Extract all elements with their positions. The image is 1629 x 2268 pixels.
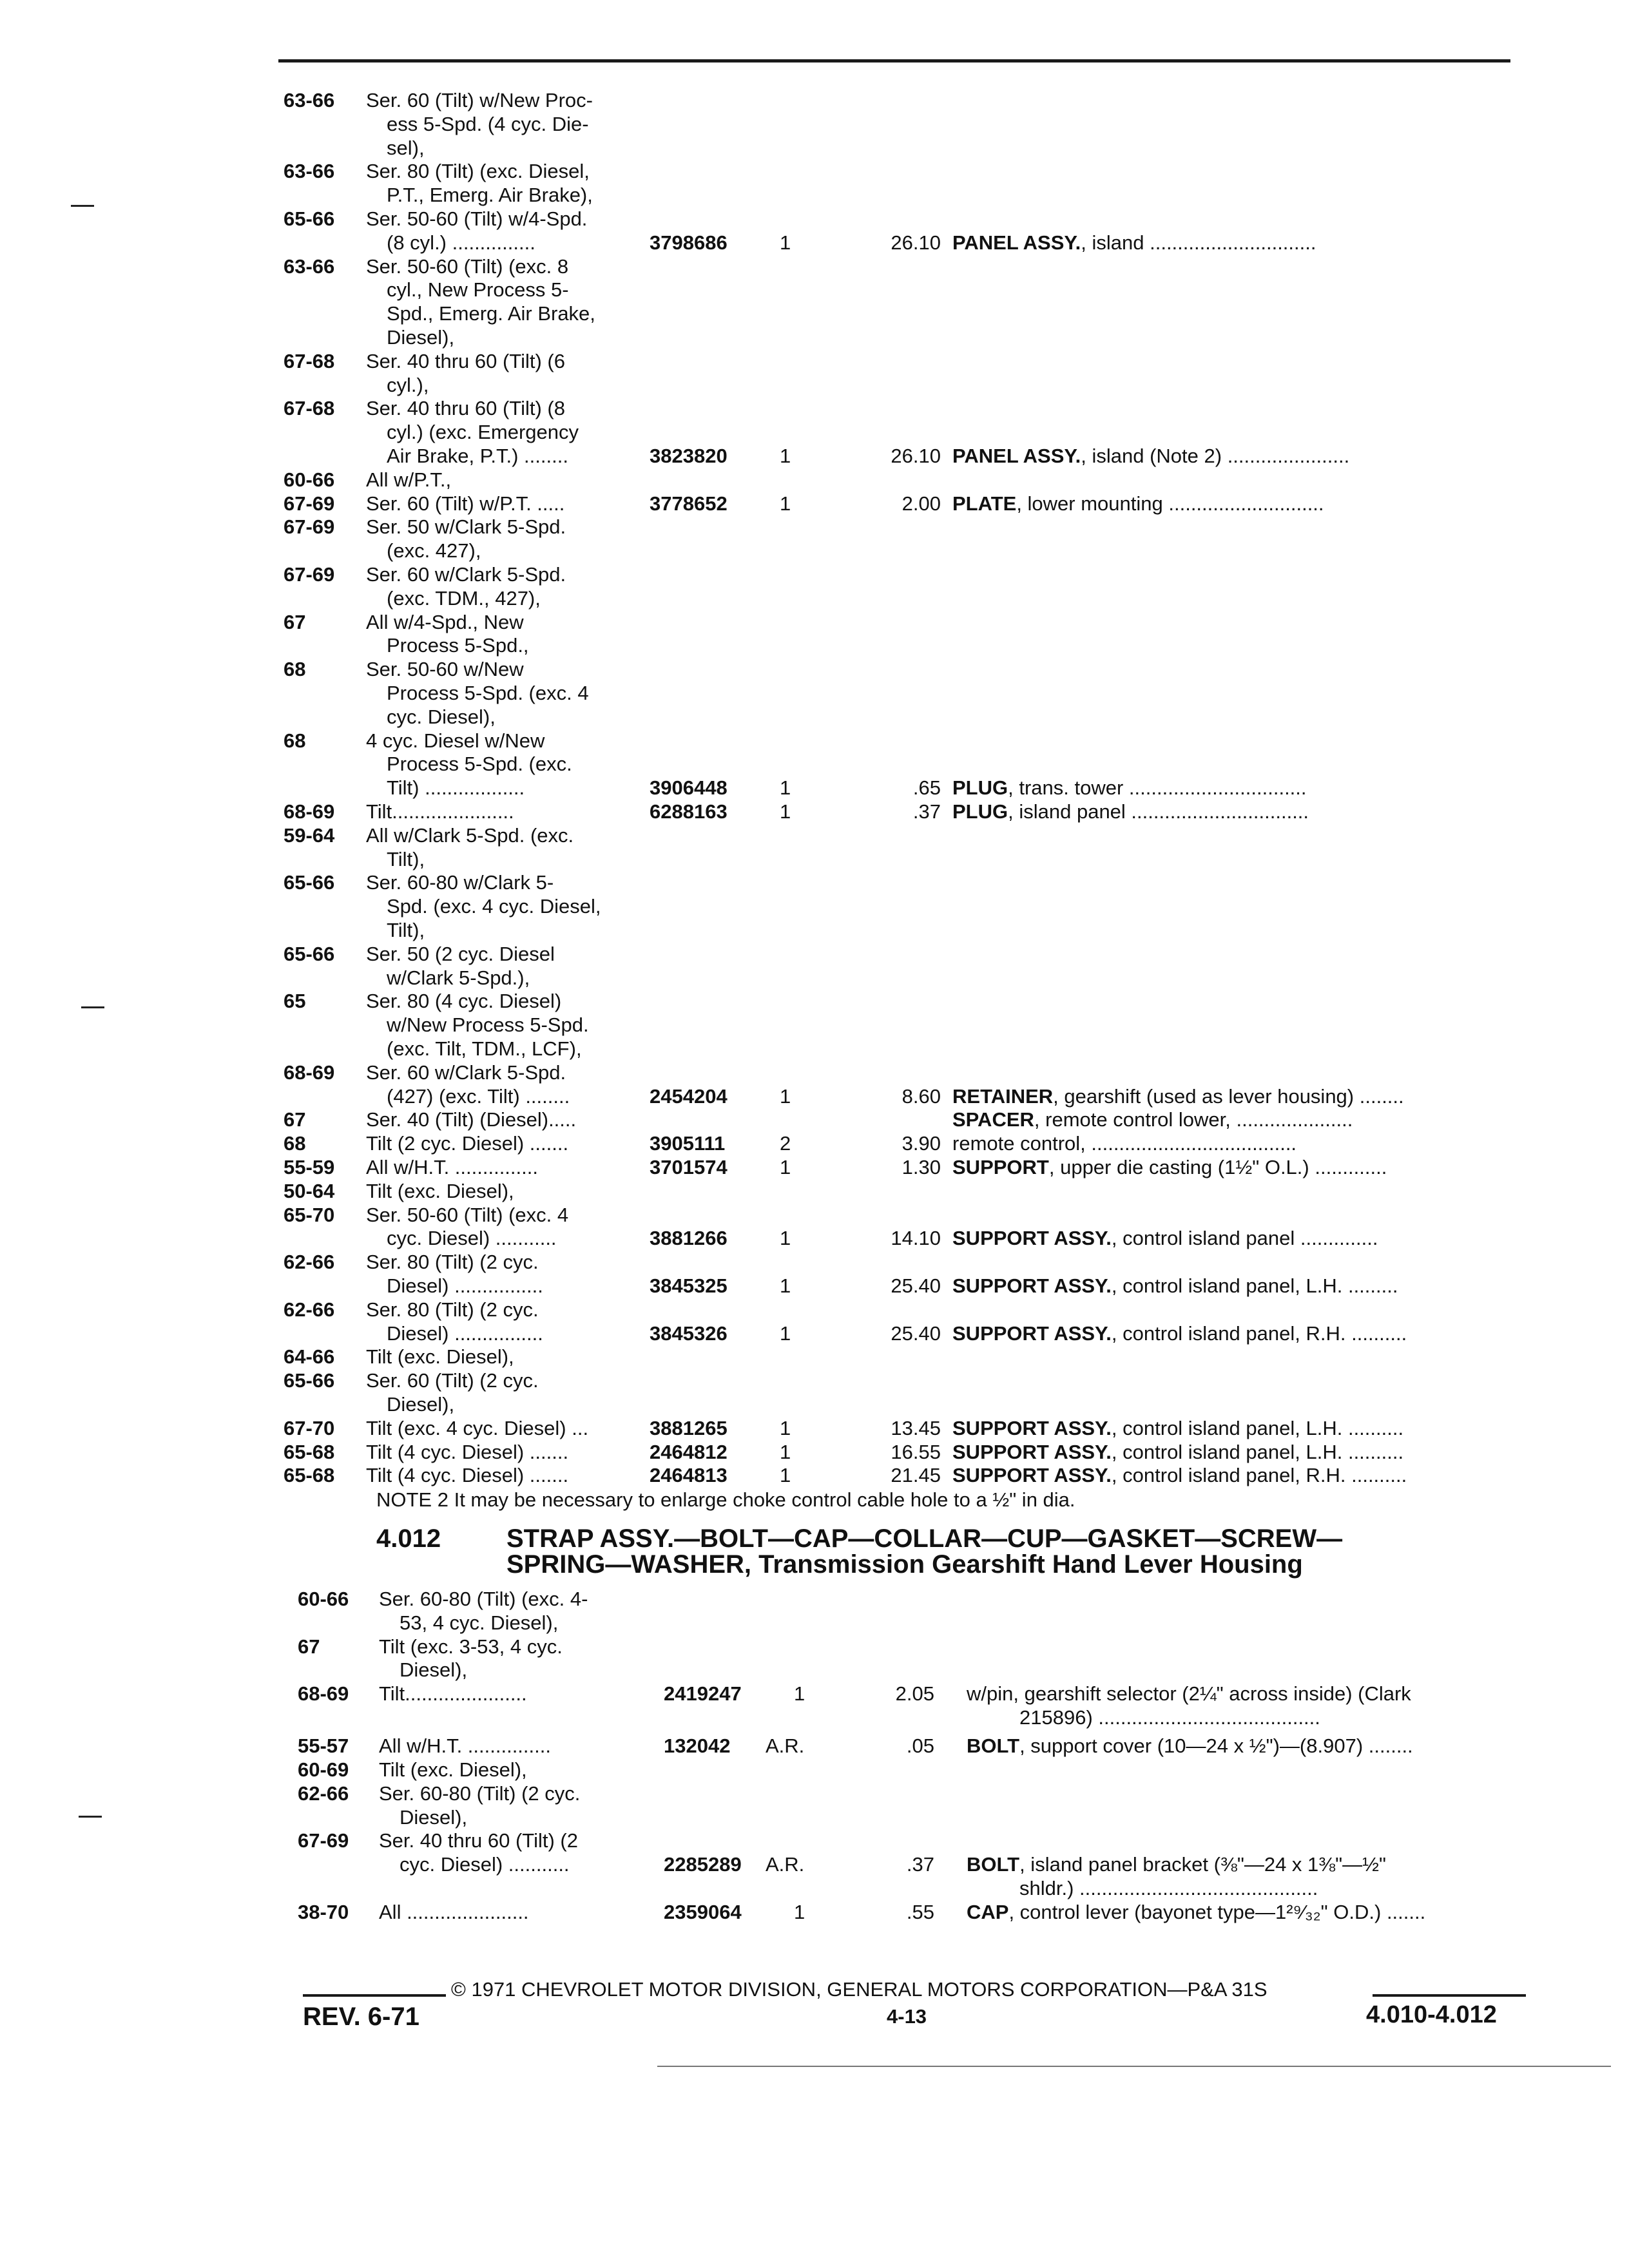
- quantity: 1: [780, 1274, 791, 1297]
- part-detail: , island (Note 2) ......................: [1081, 445, 1350, 467]
- application: Tilt......................: [379, 1682, 527, 1706]
- model-years: 64-66: [284, 1345, 335, 1369]
- application: Air Brake, P.T.) ........: [387, 445, 568, 467]
- application: Diesel) ................: [387, 1321, 543, 1345]
- quantity: 1: [780, 1440, 791, 1463]
- part-number: 3823820: [650, 445, 728, 467]
- part-number: 3881266: [650, 1227, 728, 1250]
- quantity: 1: [780, 776, 791, 800]
- application: All w/P.T.,: [366, 468, 452, 491]
- part-description: [952, 1322, 1407, 1345]
- part-number: 2419247: [664, 1682, 742, 1706]
- application: Ser. 80 (Tilt) (exc. Diesel,: [366, 160, 590, 183]
- application: Tilt (exc. 3-53, 4 cyc.: [379, 1635, 563, 1658]
- application: Process 5-Spd. (exc.: [387, 753, 572, 776]
- application: Diesel),: [387, 1393, 455, 1416]
- part-name: SUPPORT ASSY.: [952, 1321, 1112, 1345]
- model-years: 68: [284, 658, 306, 681]
- quantity: A.R.: [766, 1735, 805, 1758]
- model-years: 67-69: [298, 1829, 349, 1852]
- quantity: 1: [780, 800, 791, 823]
- model-years: 62-66: [298, 1782, 349, 1805]
- application: Ser. 60-80 (Tilt) (exc. 4-: [379, 1588, 588, 1610]
- part-detail: , control island panel, R.H. ..........: [1111, 1464, 1407, 1487]
- model-years: 67-69: [284, 515, 335, 539]
- application: Diesel) ................: [387, 1274, 543, 1297]
- part-number: 3905111: [650, 1132, 726, 1155]
- model-years: 65-66: [284, 942, 335, 965]
- part-name: SUPPORT ASSY.: [952, 1227, 1112, 1250]
- model-years: 67-69: [284, 563, 335, 586]
- part-description: [1019, 1706, 1320, 1729]
- model-years: 67: [284, 1108, 306, 1131]
- part-detail: , lower mounting ............................: [1016, 492, 1324, 515]
- application: Tilt (4 cyc. Diesel) .......: [366, 1440, 569, 1463]
- part-name: PANEL ASSY.: [952, 231, 1081, 254]
- model-years: 55-57: [298, 1735, 349, 1758]
- model-years: 55-59: [284, 1156, 335, 1178]
- list-price: 8.60: [901, 1084, 941, 1108]
- part-description: [952, 1464, 1407, 1487]
- application: Process 5-Spd.,: [387, 634, 529, 657]
- application: w/Clark 5-Spd.),: [387, 966, 530, 989]
- footer-section-range: 4.010-4.012: [1366, 2001, 1497, 2028]
- application: Tilt),: [387, 919, 425, 941]
- model-years: 59-64: [284, 823, 335, 847]
- part-description: [952, 492, 1324, 515]
- model-years: 65: [284, 990, 306, 1013]
- part-name: PLATE: [952, 492, 1017, 515]
- model-years: 62-66: [284, 1298, 335, 1321]
- application: (427) (exc. Tilt) ........: [387, 1084, 570, 1108]
- part-name: SUPPORT: [952, 1156, 1049, 1178]
- part-number: 2359064: [664, 1900, 742, 1923]
- application: Ser. 50 w/Clark 5-Spd.: [366, 515, 566, 539]
- application: Ser. 60 w/Clark 5-Spd.: [366, 1061, 566, 1084]
- quantity: 2: [780, 1132, 791, 1155]
- application: (exc. 427),: [387, 539, 481, 562]
- list-price: .37: [906, 1853, 934, 1876]
- application: sel),: [387, 136, 425, 159]
- list-price: 26.10: [891, 231, 941, 254]
- part-number: 3845326: [650, 1321, 728, 1345]
- application: cyl., New Process 5-: [387, 278, 569, 302]
- application: Ser. 40 (Tilt) (Diesel).....: [366, 1108, 577, 1131]
- list-price: 14.10: [891, 1227, 941, 1250]
- part-description: [967, 1682, 1411, 1706]
- application: Tilt......................: [366, 800, 514, 823]
- part-detail: , control island panel, R.H. ..........: [1111, 1321, 1407, 1345]
- part-number: 3701574: [650, 1156, 728, 1178]
- footer-copyright: © 1971 CHEVROLET MOTOR DIVISION, GENERAL MOTORS CORPORATION—P&A 31S: [451, 1978, 1268, 2001]
- quantity: 1: [794, 1900, 805, 1923]
- application: P.T., Emerg. Air Brake),: [387, 184, 593, 207]
- model-years: 68-69: [298, 1682, 349, 1706]
- application: Process 5-Spd. (exc. 4: [387, 682, 589, 704]
- part-name: SUPPORT ASSY.: [952, 1274, 1112, 1297]
- model-years: 68: [284, 1132, 306, 1155]
- part-detail: remote control, .....................................: [952, 1132, 1297, 1155]
- model-years: 60-66: [284, 468, 335, 491]
- part-description: [952, 1132, 1296, 1155]
- application: ess 5-Spd. (4 cyc. Die-: [387, 112, 589, 135]
- quantity: 1: [780, 1464, 791, 1487]
- application: Ser. 80 (Tilt) (2 cyc.: [366, 1251, 539, 1274]
- part-number: 6288163: [650, 800, 728, 823]
- model-years: 63-66: [284, 255, 335, 278]
- part-name: BOLT: [967, 1853, 1020, 1876]
- application: Ser. 60 w/Clark 5-Spd.: [366, 563, 566, 586]
- list-price: 26.10: [891, 445, 941, 467]
- part-detail: , remote control lower, .....................: [1034, 1108, 1353, 1131]
- quantity: 1: [794, 1682, 805, 1706]
- model-years: 67: [298, 1635, 320, 1658]
- part-description: [952, 1274, 1398, 1298]
- application: Spd. (exc. 4 cyc. Diesel,: [387, 895, 601, 918]
- model-years: 65-66: [284, 207, 335, 230]
- section-title-line-2: SPRING—WASHER, Transmission Gearshift Hand Lever Housing: [506, 1550, 1303, 1579]
- part-detail: , control island panel, L.H. ..........: [1111, 1440, 1404, 1463]
- list-price: 2.05: [895, 1682, 934, 1706]
- footer-rule-right: [1373, 1994, 1526, 1997]
- part-detail: , island panel ................................: [1008, 800, 1309, 823]
- part-name: SUPPORT ASSY.: [952, 1416, 1112, 1439]
- footer-page-number: 4-13: [887, 2005, 927, 2028]
- quantity: 1: [780, 492, 791, 515]
- application: cyc. Diesel) ...........: [400, 1853, 570, 1876]
- model-years: 68: [284, 729, 306, 752]
- application: Ser. 40 thru 60 (Tilt) (8: [366, 397, 565, 420]
- application: All w/Clark 5-Spd. (exc.: [366, 823, 574, 847]
- quantity: 1: [780, 1084, 791, 1108]
- list-price: 2.00: [901, 492, 941, 515]
- part-detail: , support cover (10—24 x ½")—(8.907) ........: [1019, 1735, 1413, 1758]
- part-name: PANEL ASSY.: [952, 445, 1081, 467]
- application: (8 cyl.) ...............: [387, 231, 535, 254]
- part-number: 3778652: [650, 492, 728, 515]
- model-years: 63-66: [284, 160, 335, 183]
- application: Ser. 40 thru 60 (Tilt) (6: [366, 349, 565, 372]
- quantity: 1: [780, 231, 791, 254]
- part-number: 132042: [664, 1735, 731, 1758]
- list-price: .65: [912, 776, 941, 800]
- application: Tilt) ..................: [387, 776, 525, 800]
- section-number: 4.012: [376, 1524, 441, 1553]
- quantity: 1: [780, 1321, 791, 1345]
- part-description: [952, 445, 1349, 468]
- application: Ser. 50-60 (Tilt) (exc. 4: [366, 1203, 569, 1226]
- part-detail: , control island panel ..............: [1111, 1227, 1378, 1250]
- application: Ser. 80 (Tilt) (2 cyc.: [366, 1298, 539, 1321]
- list-price: 25.40: [891, 1321, 941, 1345]
- model-years: 68-69: [284, 1061, 335, 1084]
- part-detail: , control island panel, L.H. .........: [1111, 1274, 1398, 1297]
- part-number: 2454204: [650, 1084, 728, 1108]
- quantity: 1: [780, 1227, 791, 1250]
- list-price: .37: [912, 800, 941, 823]
- application: Ser. 60-80 w/Clark 5-: [366, 871, 554, 894]
- part-number: 2464813: [650, 1464, 728, 1487]
- application: All w/H.T. ...............: [366, 1156, 538, 1178]
- application: 4 cyc. Diesel w/New: [366, 729, 545, 752]
- list-price: .05: [906, 1735, 934, 1758]
- list-price: 1.30: [901, 1156, 941, 1178]
- application: Tilt (4 cyc. Diesel) .......: [366, 1464, 569, 1487]
- model-years: 65-66: [284, 1369, 335, 1392]
- application: Tilt (exc. Diesel),: [366, 1179, 514, 1202]
- application: (exc. Tilt, TDM., LCF),: [387, 1037, 582, 1060]
- model-years: 65-70: [284, 1203, 335, 1226]
- application: Tilt (exc. Diesel),: [379, 1758, 527, 1781]
- model-years: 63-66: [284, 89, 335, 111]
- part-number: 3881265: [650, 1416, 728, 1439]
- application: Spd., Emerg. Air Brake,: [387, 302, 595, 325]
- model-years: 65-66: [284, 871, 335, 894]
- part-detail: , control island panel, L.H. ..........: [1111, 1416, 1404, 1439]
- model-years: 67-68: [284, 397, 335, 420]
- part-name: SUPPORT ASSY.: [952, 1464, 1112, 1487]
- part-detail: , gearshift (used as lever housing) ........: [1053, 1084, 1404, 1108]
- application: Ser. 60 (Tilt) (2 cyc.: [366, 1369, 539, 1392]
- application: All w/4-Spd., New: [366, 610, 524, 633]
- part-name: RETAINER: [952, 1084, 1054, 1108]
- model-years: 65-68: [284, 1464, 335, 1487]
- footer-revision: REV. 6-71: [303, 2003, 419, 2031]
- list-price: 3.90: [901, 1132, 941, 1155]
- part-description: [952, 1417, 1403, 1440]
- top-rule: [278, 59, 1510, 62]
- part-description: [967, 1853, 1386, 1876]
- application: 53, 4 cyc. Diesel),: [400, 1611, 559, 1634]
- part-number: 2464812: [650, 1440, 728, 1463]
- part-detail: 215896) ........................................: [1019, 1706, 1320, 1729]
- part-name: SUPPORT ASSY.: [952, 1440, 1112, 1463]
- part-description: [952, 1108, 1353, 1131]
- model-years: 62-66: [284, 1251, 335, 1274]
- application: Ser. 50 (2 cyc. Diesel: [366, 942, 555, 965]
- section-title-line-1: STRAP ASSY.—BOLT—CAP—COLLAR—CUP—GASKET—SCREW—: [506, 1524, 1343, 1553]
- application: Tilt),: [387, 847, 425, 870]
- application: Ser. 50-60 (Tilt) w/4-Spd.: [366, 207, 588, 230]
- model-years: 38-70: [298, 1900, 349, 1923]
- application: Ser. 40 thru 60 (Tilt) (2: [379, 1829, 578, 1852]
- application: Ser. 80 (4 cyc. Diesel): [366, 990, 562, 1013]
- model-years: 60-66: [298, 1588, 349, 1610]
- model-years: 67-70: [284, 1416, 335, 1439]
- model-years: 67-68: [284, 349, 335, 372]
- model-years: 67: [284, 610, 306, 633]
- application: (exc. TDM., 427),: [387, 586, 541, 610]
- quantity: A.R.: [766, 1853, 805, 1876]
- part-description: [967, 1735, 1413, 1758]
- application: Diesel),: [400, 1658, 468, 1682]
- part-description: [952, 1085, 1404, 1108]
- application: Diesel),: [387, 326, 455, 349]
- list-price: .55: [906, 1900, 934, 1923]
- list-price: 21.45: [891, 1464, 941, 1487]
- footer-rule-left: [303, 1994, 446, 1997]
- application: Ser. 60 (Tilt) w/New Proc-: [366, 89, 593, 111]
- part-description: [952, 231, 1316, 255]
- application: cyl.) (exc. Emergency: [387, 421, 579, 444]
- part-detail: , island panel bracket (⅜"—24 x 1⅜"—½": [1019, 1853, 1386, 1876]
- application: All ......................: [379, 1900, 529, 1923]
- application: Diesel),: [400, 1805, 468, 1829]
- application: All w/H.T. ...............: [379, 1735, 551, 1758]
- application: cyc. Diesel),: [387, 705, 496, 728]
- model-years: 65-68: [284, 1440, 335, 1463]
- part-detail: , island ..............................: [1081, 231, 1316, 254]
- application: Tilt (2 cyc. Diesel) .......: [366, 1132, 569, 1155]
- application: Ser. 60 (Tilt) w/P.T. .....: [366, 492, 565, 515]
- part-name: CAP: [967, 1900, 1009, 1923]
- part-description: [952, 1156, 1387, 1179]
- part-detail: , trans. tower ................................: [1008, 776, 1307, 800]
- part-name: SPACER: [952, 1108, 1034, 1131]
- model-years: 60-69: [298, 1758, 349, 1781]
- part-number: 3798686: [650, 231, 728, 254]
- part-name: BOLT: [967, 1735, 1020, 1758]
- application: cyc. Diesel) ...........: [387, 1227, 557, 1250]
- model-years: 67-69: [284, 492, 335, 515]
- application: w/New Process 5-Spd.: [387, 1014, 589, 1037]
- part-description: [952, 1441, 1403, 1464]
- margin-mark: [71, 205, 94, 207]
- part-detail: , upper die casting (1½" O.L.) .............: [1048, 1156, 1387, 1178]
- application: Tilt (exc. 4 cyc. Diesel) ...: [366, 1416, 589, 1439]
- part-description: [952, 1227, 1378, 1250]
- part-detail: shldr.) ...........................................: [1019, 1876, 1318, 1899]
- quantity: 1: [780, 1416, 791, 1439]
- part-name: PLUG: [952, 776, 1008, 800]
- part-name: PLUG: [952, 800, 1008, 823]
- margin-mark: [79, 1816, 102, 1818]
- quantity: 1: [780, 1156, 791, 1178]
- part-number: 3845325: [650, 1274, 728, 1297]
- quantity: 1: [780, 445, 791, 467]
- part-number: 3906448: [650, 776, 728, 800]
- part-detail: , control lever (bayonet type—1²⁹⁄₃₂" O.D.) .......: [1008, 1900, 1426, 1923]
- part-description: [1019, 1877, 1318, 1900]
- application: Tilt (exc. Diesel),: [366, 1345, 514, 1369]
- part-number: 2285289: [664, 1853, 742, 1876]
- application: cyl.),: [387, 373, 429, 396]
- list-price: 16.55: [891, 1440, 941, 1463]
- model-years: 50-64: [284, 1179, 335, 1202]
- margin-mark: [81, 1006, 104, 1008]
- part-detail: w/pin, gearshift selector (2¼" across inside) (Clark: [967, 1682, 1411, 1706]
- application: Ser. 50-60 w/New: [366, 658, 524, 681]
- model-years: 68-69: [284, 800, 335, 823]
- list-price: 25.40: [891, 1274, 941, 1297]
- application: Ser. 60-80 (Tilt) (2 cyc.: [379, 1782, 581, 1805]
- note-2: NOTE 2 It may be necessary to enlarge choke control cable hole to a ½" in dia.: [376, 1488, 1075, 1511]
- part-description: [952, 800, 1309, 823]
- bottom-rule: [657, 2066, 1611, 2067]
- application: Ser. 50-60 (Tilt) (exc. 8: [366, 255, 569, 278]
- part-description: [952, 776, 1307, 800]
- list-price: 13.45: [891, 1416, 941, 1439]
- part-description: [967, 1901, 1425, 1924]
